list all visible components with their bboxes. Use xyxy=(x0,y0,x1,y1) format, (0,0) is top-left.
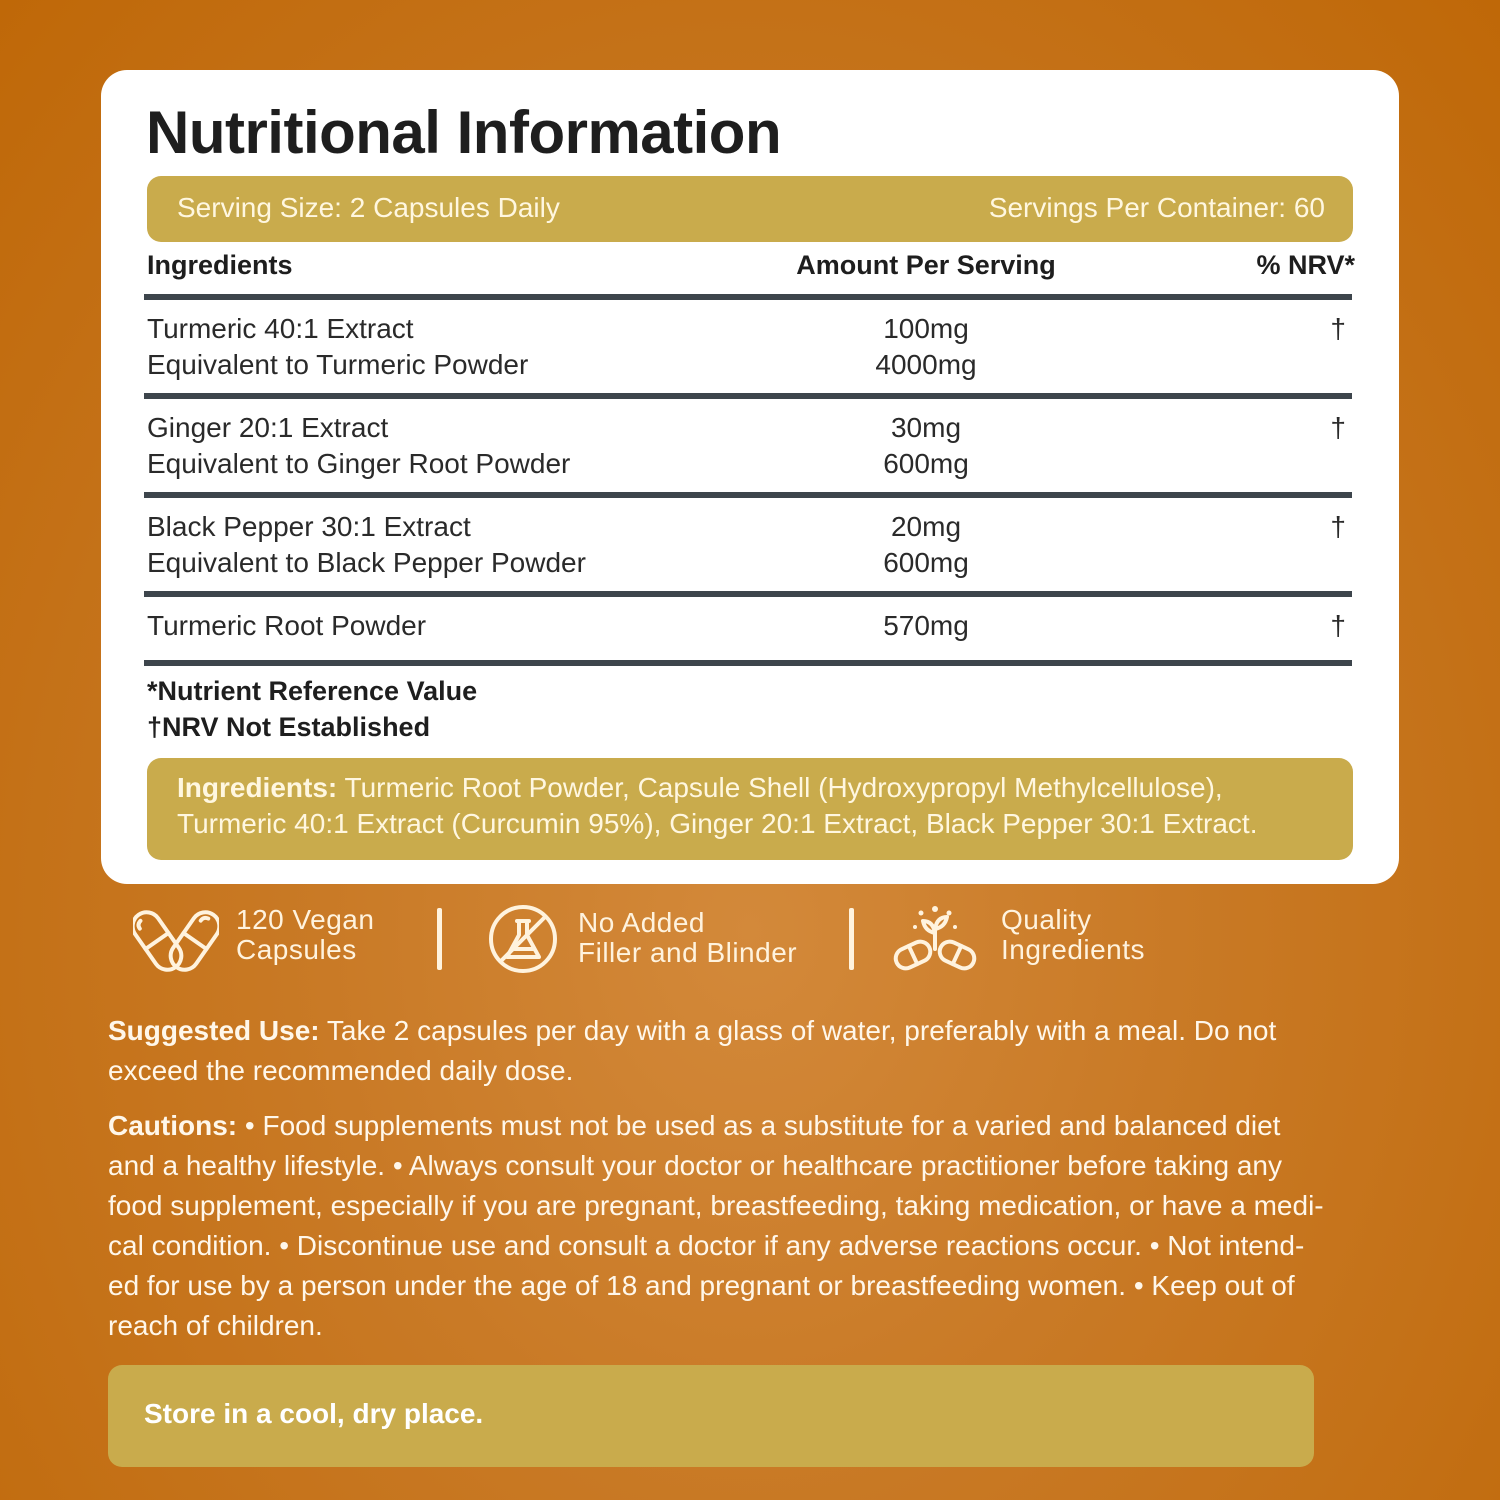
feature-line-1: Quality xyxy=(1001,904,1092,935)
suggested-use xyxy=(108,1011,1408,1091)
amount-line: 100mg xyxy=(883,313,969,344)
cautions-line: food supplement, especially if you are pregnant, breastfeeding, taking medication, or have a medi- xyxy=(108,1190,1324,1221)
feature-text xyxy=(578,908,797,968)
header-amount: Amount Per Serving xyxy=(796,250,1056,280)
ingredient-amount: 570mg xyxy=(883,610,969,641)
ingredient-name xyxy=(147,311,528,383)
feature-divider xyxy=(849,908,854,970)
feature-line-1: No Added xyxy=(578,907,705,938)
cautions xyxy=(108,1106,1408,1346)
table-bottom-rule xyxy=(144,660,1352,666)
header-ingredients: Ingredients xyxy=(147,250,293,280)
feature-text xyxy=(1001,905,1145,965)
ingredient-line: Turmeric 40:1 Extract xyxy=(147,313,414,344)
feature-line-2: Filler and Blinder xyxy=(578,937,798,968)
ingredient-amount xyxy=(875,311,976,383)
ingredient-amount xyxy=(883,509,969,581)
page-title: Nutritional Information xyxy=(146,99,782,166)
footnote-not-established: †NRV Not Established xyxy=(147,712,431,742)
cautions-label: Cautions: xyxy=(108,1110,238,1141)
ingredients-text xyxy=(177,770,1333,842)
ingredient-nrv: † xyxy=(1330,511,1346,542)
feature-vegan-capsules xyxy=(133,903,393,977)
table-divider xyxy=(144,591,1352,597)
cautions-line: cal condition. • Discontinue use and consult a doctor if any adverse reactions occur. • Not intend- xyxy=(108,1230,1305,1261)
servings-per-container: Servings Per Container: 60 xyxy=(988,192,1325,223)
suggested-use-line-1: Take 2 capsules per day with a glass of water, preferably with a meal. Do not xyxy=(319,1015,1277,1046)
capsules-icon xyxy=(133,903,219,975)
serving-bar xyxy=(147,176,1353,242)
footnote-nrv: *Nutrient Reference Value xyxy=(147,676,478,706)
ingredients-label: Ingredients: xyxy=(177,772,338,803)
storage-text: Store in a cool, dry place. xyxy=(144,1398,484,1429)
amount-sub-line: 600mg xyxy=(883,547,969,578)
no-filler-icon xyxy=(487,903,559,975)
feature-line-1: 120 Vegan xyxy=(236,904,375,935)
cautions-line: ed for use by a person under the age of 18 and pregnant or breastfeeding women. • Keep out of xyxy=(108,1270,1295,1301)
storage-box xyxy=(108,1365,1314,1467)
ingredient-sub-line: Equivalent to Ginger Root Powder xyxy=(147,448,571,479)
amount-line: 30mg xyxy=(890,412,962,443)
quality-ingredients-icon xyxy=(891,903,979,975)
feature-no-filler xyxy=(487,903,817,977)
cautions-line: and a healthy lifestyle. • Always consult your doctor or healthcare practitioner before taking any xyxy=(108,1150,1283,1181)
feature-text xyxy=(236,905,374,965)
ingredients-line-2: Turmeric 40:1 Extract (Curcumin 95%), Ginger 20:1 Extract, Black Pepper 30:1 Extract. xyxy=(177,808,1258,839)
amount-sub-line: 600mg xyxy=(883,448,969,479)
nutrition-card xyxy=(101,70,1399,884)
ingredient-sub-line: Equivalent to Black Pepper Powder xyxy=(147,547,586,578)
ingredient-line: Black Pepper 30:1 Extract xyxy=(147,511,471,542)
feature-line-2: Capsules xyxy=(236,934,357,965)
ingredient-nrv: † xyxy=(1330,313,1346,344)
table-divider xyxy=(144,492,1352,498)
feature-divider xyxy=(437,908,442,970)
serving-size: Serving Size: 2 Capsules Daily xyxy=(177,192,560,223)
cautions-line: • Food supplements must not be used as a substitute for a varied and balanced diet xyxy=(237,1110,1281,1141)
ingredient-nrv: † xyxy=(1330,412,1346,443)
ingredient-sub-line: Equivalent to Turmeric Powder xyxy=(147,349,529,380)
table-divider xyxy=(144,393,1352,399)
cautions-line: reach of children. xyxy=(108,1310,323,1341)
ingredients-box xyxy=(147,758,1353,860)
suggested-use-label: Suggested Use: xyxy=(108,1015,320,1046)
amount-line: 20mg xyxy=(890,511,962,542)
suggested-use-line-2: exceed the recommended daily dose. xyxy=(108,1055,574,1086)
feature-quality-ingredients xyxy=(891,903,1171,977)
ingredient-name xyxy=(147,509,586,581)
ingredient-name: Turmeric Root Powder xyxy=(147,610,427,641)
ingredients-line-1: Turmeric Root Powder, Capsule Shell (Hydroxypropyl Methylcellulose), xyxy=(337,772,1223,803)
ingredient-name xyxy=(147,410,570,482)
ingredient-line: Ginger 20:1 Extract xyxy=(147,412,389,443)
feature-line-2: Ingredients xyxy=(1001,934,1146,965)
table-divider xyxy=(144,294,1352,300)
amount-sub-line: 4000mg xyxy=(875,349,977,380)
ingredient-nrv: † xyxy=(1330,610,1346,641)
header-nrv: % NRV* xyxy=(1256,250,1355,280)
ingredient-amount xyxy=(883,410,969,482)
